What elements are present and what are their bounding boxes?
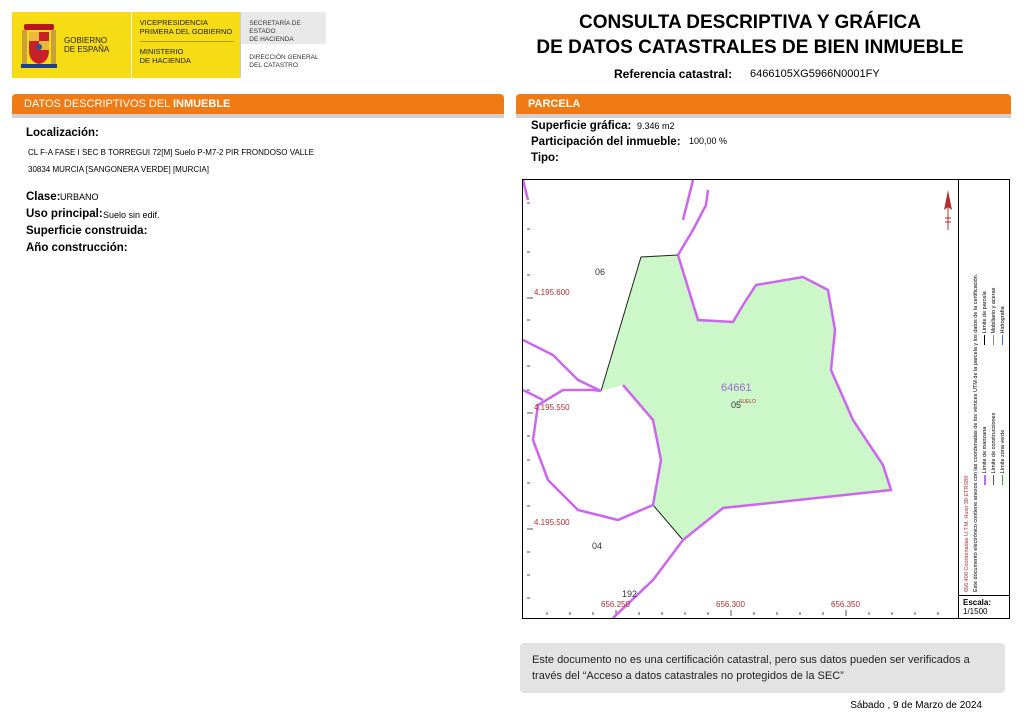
main-parcel-number: 64661 [721, 382, 752, 394]
localizacion-line2: 30834 MURCIA [SANGONERA VERDE] [MURCIA] [28, 165, 209, 174]
superficie-grafica-value: 9.346 m2 [637, 121, 675, 131]
legend-parcela: Límite de parcela [981, 205, 990, 345]
logo-right-line2: DE HACIENDA [249, 36, 294, 43]
legend-mobiliario: Mobiliario y aceras [990, 205, 999, 345]
ano-construccion-label: Año construcción: [26, 242, 128, 254]
ref-value: 6466105XG5966N0001FY [750, 68, 880, 80]
legend-hidrografia: Hidrografía [999, 205, 1008, 345]
parcela-bar-label: PARCELA [528, 98, 581, 110]
parcel-label-04: 04 [592, 541, 603, 551]
government-logo [12, 12, 326, 78]
left-ticks [527, 203, 533, 598]
right-bar-shadow [516, 114, 1011, 118]
y-coord-1: 4.195.600 [534, 288, 570, 297]
parcel-label-06: 06 [595, 267, 606, 277]
disclaimer-note: Este documento no es una certificación catastral, pero sus datos pueden ser verificados a través del “Acceso a datos catastrales no protegidos de la SEC” [520, 643, 1005, 693]
legend-manzana: Límite de manzana [981, 345, 990, 485]
section-bar-descriptivos [12, 94, 504, 114]
logo-catastro [240, 12, 326, 78]
tipo-label: Tipo: [531, 152, 559, 164]
left-bar-shadow [12, 114, 504, 118]
logo-mid-line4: DE HACIENDA [139, 56, 191, 65]
bar-prefix: DATOS DESCRIPTIVOS DEL [24, 98, 173, 110]
map-canvas [523, 180, 1009, 618]
legend-construcciones: Límite de construcciones [990, 345, 999, 485]
scale-label: Escala: [963, 598, 992, 607]
logo-gobierno [12, 12, 131, 78]
logo-right-line1: SECRETARÍA DE ESTADO [249, 20, 301, 35]
localizacion-label: Localización: [26, 127, 99, 139]
scale-value: 1/1500 [963, 607, 988, 616]
y-coord-3: 4.195.500 [534, 518, 570, 527]
logo-mid-line1: VICEPRESIDENCIA [139, 18, 208, 27]
x-coord-3: 656.350 [831, 600, 860, 609]
logo-right-line3: DIRECCIÓN GENERAL [249, 54, 319, 61]
participacion-label: Participación del inmueble: [531, 136, 681, 148]
y-coord-2: 4.195.550 [534, 403, 570, 412]
map-legend [958, 180, 1009, 595]
page-title [520, 10, 980, 60]
logo-right-line4: DEL CATASTRO [249, 62, 298, 69]
map-scale [958, 595, 1009, 618]
logo-mid-line2: PRIMERA DEL GOBIERNO [139, 27, 233, 36]
section-bar-parcela [516, 94, 1011, 114]
main-parcel-sub: SUELO [739, 399, 756, 405]
participacion-value: 100,00 % [689, 136, 728, 146]
logo-ministry [131, 12, 241, 78]
uso-value: Suelo sin edif. [103, 210, 160, 220]
bar-strong: INMUEBLE [172, 98, 231, 110]
document-date: Sábado , 9 de Marzo de 2024 [850, 700, 982, 711]
parcel-label-05: 05 [731, 400, 742, 410]
legend-items [981, 195, 1008, 485]
superficie-grafica-label: Superficie gráfica: [531, 120, 632, 132]
title-line1: CONSULTA DESCRIPTIVA Y GRÁFICA [578, 12, 922, 33]
logo-separator [140, 41, 235, 42]
uso-label: Uso principal: [26, 208, 103, 220]
clase-value: URBANO [60, 192, 99, 202]
x-coord-1: 656.250 [601, 600, 630, 609]
title-line2: DE DATOS CATASTRALES DE BIEN INMUEBLE [536, 37, 964, 58]
logo-mid-line3: MINISTERIO [139, 47, 184, 56]
ref-label: Referencia catastral: [614, 67, 733, 81]
parcel-polygon [601, 255, 891, 540]
x-coord-2: 656.300 [716, 600, 745, 609]
superficie-construida-label: Superficie construida: [26, 225, 148, 237]
localizacion-line1: CL F-A FASE I SEC B TORREGUI 72[M] Suelo P-M7-2 PIR FRONDOSO VALLE [28, 148, 315, 157]
clase-label: Clase: [26, 191, 61, 203]
parcel-label-192: 192 [622, 589, 638, 599]
legend-text [963, 182, 981, 592]
logo-main-line2: DE ESPAÑA [64, 45, 110, 54]
legend-zona-verde: Límite zona verde [999, 345, 1008, 485]
legend-coords: 656.400 Coordenadas U.T.M. Huso 30 ETRS89 [964, 475, 970, 592]
cadastral-map[interactable] [522, 179, 1010, 619]
north-arrow-icon [944, 190, 952, 230]
coat-of-arms-icon [20, 20, 58, 70]
bottom-ticks [547, 610, 938, 616]
logo-main-line1: GOBIERNO [64, 36, 108, 45]
legend-disclaimer: Este documento electrónico contiene anexos con las coordenadas de los vértices UTM de la parcela y los datos de la certificación. [973, 273, 979, 592]
